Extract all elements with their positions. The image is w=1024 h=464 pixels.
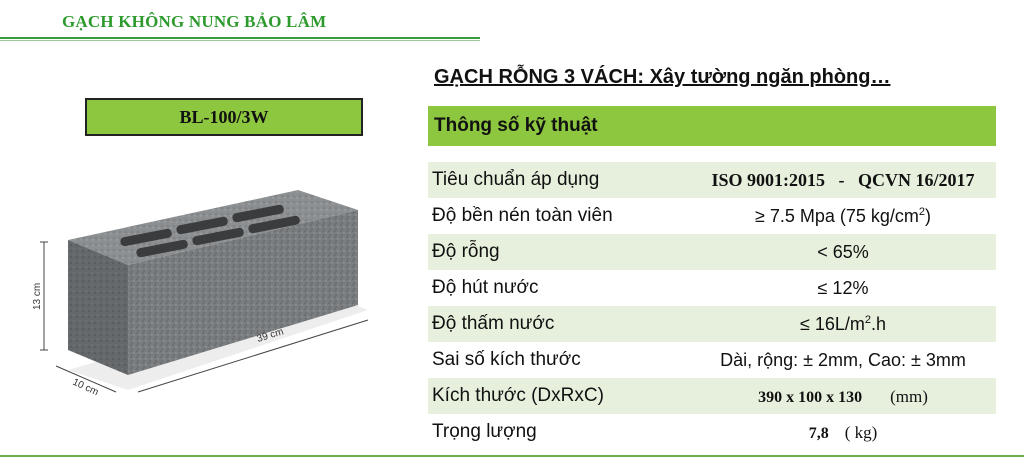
spec-row-permeability: [428, 306, 996, 342]
length-dim-label: 39 cm: [255, 326, 285, 345]
brand-title: GẠCH KHÔNG NUNG BẢO LÂM: [62, 12, 327, 31]
model-label: BL-100/3W: [85, 98, 363, 136]
spec-label: Trọng lượng: [432, 421, 537, 442]
spec-value: [690, 206, 996, 227]
spec-label: Sai số kích thước: [432, 349, 581, 370]
spec-label: Tiêu chuẩn áp dụng: [432, 169, 600, 190]
spec-label: Độ hút nước: [432, 277, 539, 298]
spec-row-compressive-strength: [428, 198, 996, 234]
brick-illustration: [28, 170, 388, 410]
spec-value-tail: ): [925, 205, 932, 226]
spec-row-dimensions: [428, 378, 996, 414]
height-dim-label: 13 cm: [32, 282, 43, 310]
spec-row-tolerance: [428, 342, 996, 378]
spec-value-main: ≤ 16L/m: [799, 313, 865, 334]
bottom-divider: [0, 455, 1024, 457]
spec-value: [690, 386, 996, 407]
spec-value-main: ≥ 7.5 Mpa (75 kg/cm: [754, 205, 919, 226]
spec-value: ≤ 12%: [817, 277, 869, 298]
spec-value-main: 390 x 100 x 130: [758, 388, 863, 406]
spec-value: ISO 9001:2015 - QCVN 16/2017: [711, 169, 975, 190]
spec-label: Độ thấm nước: [432, 313, 555, 334]
spec-label: Độ rỗng: [432, 241, 500, 262]
specs-table: [428, 162, 996, 450]
specs-section-header: Thông số kỹ thuật: [428, 106, 996, 146]
spec-unit: (mm): [890, 386, 928, 406]
width-dim-label: 10 cm: [70, 376, 101, 399]
spec-unit: ( kg): [844, 422, 878, 442]
spec-label: Độ bền nén toàn viên: [432, 205, 613, 226]
spec-value: < 65%: [817, 241, 869, 262]
spec-value: [690, 314, 996, 335]
top-divider: [0, 37, 480, 39]
spec-value-sup: 2: [918, 205, 926, 218]
spec-row-water-absorption: [428, 270, 996, 306]
spec-value-sup: 2: [864, 313, 872, 326]
spec-row-porosity: [428, 234, 996, 270]
spec-value: Dài, rộng: ± 2mm, Cao: ± 3mm: [720, 349, 966, 370]
spec-value-tail: .h: [871, 313, 887, 334]
spec-row-standard: [428, 162, 996, 198]
spec-label: Kích thước (DxRxC): [432, 385, 604, 406]
spec-row-weight: [428, 414, 996, 450]
product-title: GẠCH RỖNG 3 VÁCH: Xây tường ngăn phòng…: [434, 66, 891, 88]
spec-value-main: 7,8: [808, 424, 829, 442]
top-divider-thin: [0, 40, 480, 41]
spec-value: [690, 422, 996, 443]
